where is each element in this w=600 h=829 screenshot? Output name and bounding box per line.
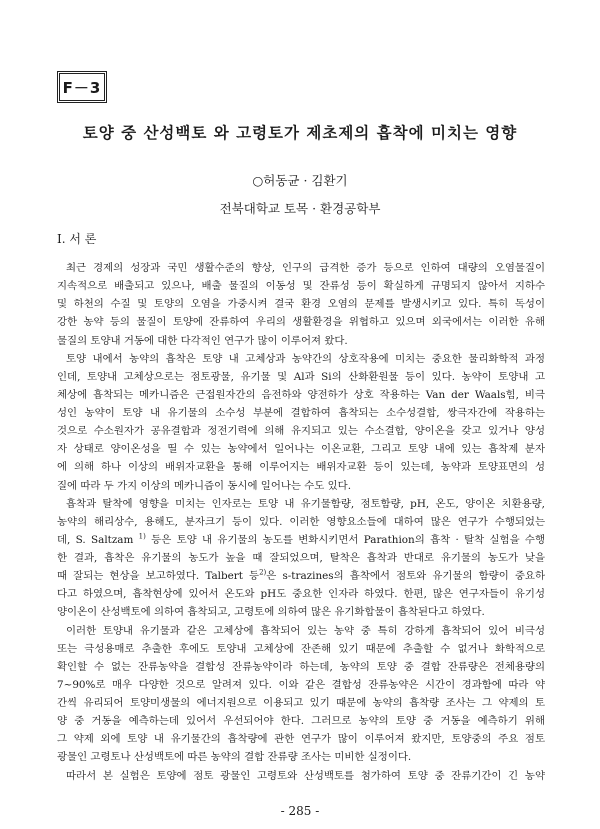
body-line: 강한 농약 등의 물질이 토양에 잔류하여 우리의 생활환경을 위협하고 있으며 외국에서는 이러한 유해 [57,316,545,329]
body-line: 또는 극성용매로 추출한 후에도 토양내 고체상에 잔존해 있기 때문에 추출할 수 없거나 화학적으로 [57,642,545,655]
citation-superscript: 2) [259,568,267,577]
body-line: 성인 농약이 토양 내 유기물의 소수성 부분에 결합하여 흡착되는 소수성결합, 쌍극자간에 작용하는 [57,407,545,419]
body-line: 물질의 토양내 거동에 대한 다각적인 연구가 많이 이루어져 왔다. [57,334,348,347]
body-line: 다고 하였으며, 흡착현상에 있어서 온도와 pH도 중요한 인자라 하였다. 한편, 많은 연구자들이 유기성 [57,588,545,601]
body-text [57,259,545,785]
page-number: - 285 - [280,804,320,818]
body-line: 간씩 유리되어 토양미생물의 에너지원으로 이용되고 있기 때문에 농약의 흡착량 조사는 그 약제의 토 [57,697,545,709]
body-line: 인데, 토양내 고체상으로는 점토광물, 유기물 및 Al과 Si의 산화환원물 등이 있다. 농약이 토양내 고 [57,370,545,383]
body-line: 체상에 흡착되는 메카니즘은 근접원자간의 음전하와 양전하가 상호 작용하는 Van der Waals힘, 비극 [57,388,545,401]
session-label-box: F－3 [57,71,107,103]
body-line: 및 하천의 수질 및 토양의 오염을 가중시켜 결국 환경 오염의 문제를 발생시키고 있다. 특히 독성이 [57,298,545,311]
body-line: 이러한 토양내 유기물과 같은 고체상에 흡착되어 있는 농약 중 특히 강하게 흡착되어 있어 비극성 [66,624,545,637]
body-line: 최근 경제의 성장과 국민 생활수준의 향상, 인구의 급격한 증가 등으로 인하여 대량의 오염물질이 [66,262,545,274]
body-line: 흡착과 탈착에 영향을 미치는 인자로는 토양 내 유기물함량, 점토함량, pH, 온도, 양이온 치환용량, [66,497,545,510]
body-line: 때 잘되는 현상을 보고하였다. Talbert 등$^{2)}$은 s-trazines의 흡착에서 점토와 유기물의 함량이 중요하 [57,568,545,583]
body-line: 것으로 수소원자가 공유결합과 정전기력에 의해 유지되고 있는 수소결합, 양이온을 갖고 있거나 양성 [57,425,545,438]
body-line: 토양 내에서 농약의 흡착은 토양 내 고체상과 농약간의 상호작용에 미치는 중요한 물리화학적 과정 [66,352,545,365]
body-line: 한 결과, 흡착은 유기물의 농도가 높을 때 잘되었으며, 탈착은 흡착과 반대로 유기물의 농도가 낮을 [57,552,545,564]
body-line: 데, S. Saltzam $^{1)}$ 등은 토양 내 유기물의 농도를 변화시키면서 Parathion의 흡착 · 탈착 실험을 수행 [57,532,545,546]
body-line: 자 상태로 양이온성을 띨 수 있는 농약에서 일어나는 이온교환, 그리고 토양 내에 있는 흡착제 분자 [57,443,545,456]
body-line: 양이온이 산성백토에 의하여 흡착되고, 고령토에 의하여 많은 유기화합물이 흡착된다고 하였다. [57,606,485,619]
body-line: 농약의 해리상수, 용해도, 분자크기 등이 있다. 이러한 영향요소들에 대하여 많은 연구가 수행되었는 [57,515,545,528]
body-line: 따라서 본 실험은 토양에 점토 광물인 고령토와 산성백토를 첨가하여 토양 중 잔류기간이 긴 농약 [66,769,545,782]
paragraph [57,350,545,495]
body-line: 그 약제 외에 토양 내 유기물간의 흡착량에 관한 연구가 많이 이루어져 왔지만, 토양중의 주요 점토 [57,733,545,746]
affiliation: 전북대학교 토목 · 환경공학부 [219,201,381,216]
body-line: 확인할 수 없는 잔류농약을 결합성 잔류농약이라 하는데, 농약의 토양 중 결합 잔류량은 전체용량의 [57,660,545,673]
authors: ○허동균 · 김환기 [252,173,348,188]
paragraph [57,767,545,785]
body-line: 양 중 거동을 예측하는데 있어서 우선되어야 한다. 그러므로 농약의 토양 중 거동을 예측하기 위해 [57,715,545,728]
body-line: 에 의해 하나 이상의 배위자교환을 통해 이루어지는 배위자교환 등이 있는데, 농약과 토양표면의 성 [57,461,545,474]
paragraph [57,622,545,767]
paragraph [57,259,545,350]
paper-title: 토양 중 산성백토 와 고령토가 제초제의 흡착에 미치는 영향 [82,124,518,142]
citation-superscript: 1) [138,532,146,541]
body-line: 지속적으로 배출되고 있으나, 배출 물질의 이동성 및 잔류성 등이 확실하게 규명되지 않아서 지하수 [57,280,545,293]
body-line: 7~90%로 매우 다양한 것으로 알려져 있다. 이와 같은 결합성 잔류농약은 시간이 경과함에 따라 약 [57,678,545,691]
section-heading-introduction: Ⅰ. 서 론 [57,232,97,246]
body-line: 질에 따라 두 가지 이상의 메카니즘이 동시에 일어나는 수도 있다. [57,479,351,492]
paragraph [57,495,545,622]
body-line: 광물인 고령토나 산성백토에 따른 농약의 결합 잔류량 조사는 미비한 실정이다. [57,751,412,764]
